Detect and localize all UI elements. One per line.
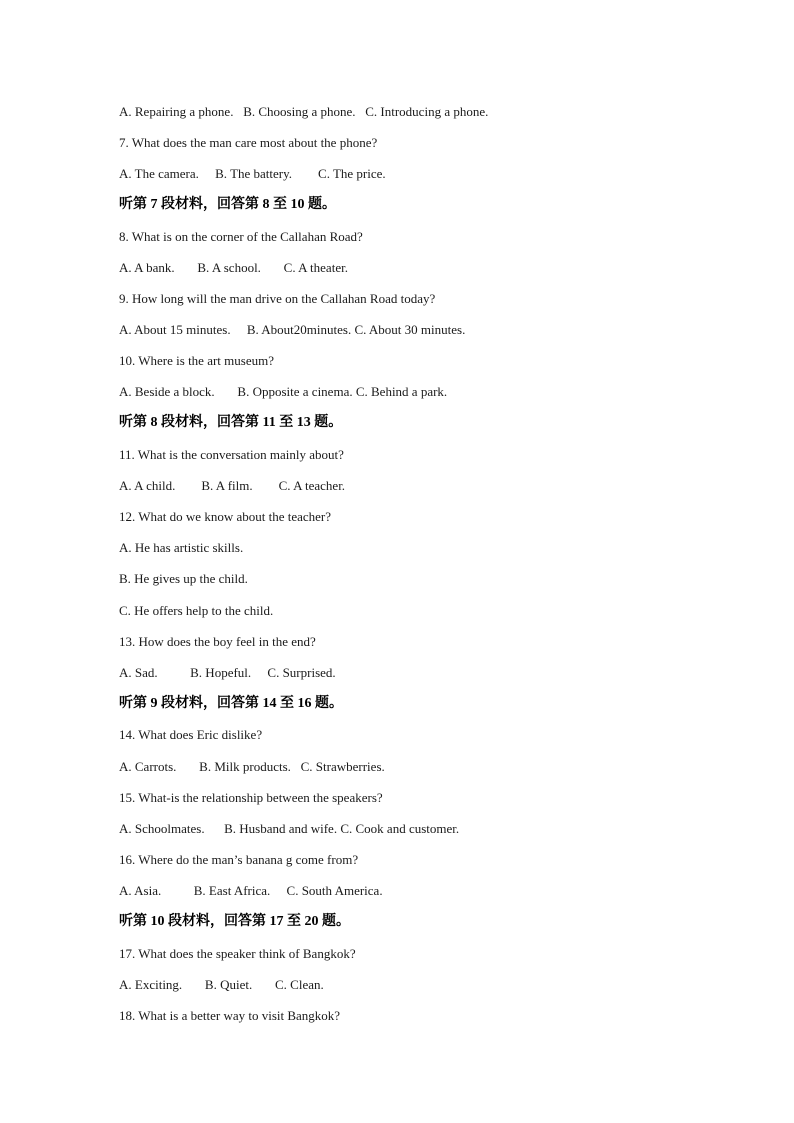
question-11: 11. What is the conversation mainly about? xyxy=(119,447,344,462)
section-heading-7: 听第 7 段材料，回答第 8 至 10 题。 xyxy=(119,197,336,212)
options-q9: A. About 15 minutes. B. About20minutes. C. About 30 minutes. xyxy=(119,322,466,337)
question-17: 17. What does the speaker think of Bangkok? xyxy=(119,946,356,961)
question-15: 15. What-is the relationship between the speakers? xyxy=(119,790,383,805)
section-heading-8: 听第 8 段材料，回答第 11 至 13 题。 xyxy=(119,415,343,430)
section-heading-9: 听第 9 段材料，回答第 14 至 16 题。 xyxy=(119,696,343,711)
options-q6: A. Repairing a phone. B. Choosing a phone. C. Introducing a phone. xyxy=(119,104,489,119)
option-q12-a: A. He has artistic skills. xyxy=(119,540,244,555)
options-q10: A. Beside a block. B. Opposite a cinema. C. Behind a park. xyxy=(119,384,448,399)
options-q11: A. A child. B. A film. C. A teacher. xyxy=(119,478,346,493)
options-q17: A. Exciting. B. Quiet. C. Clean. xyxy=(119,977,324,992)
options-q13: A. Sad. B. Hopeful. C. Surprised. xyxy=(119,665,336,680)
option-q12-c: C. He offers help to the child. xyxy=(119,603,274,618)
question-7: 7. What does the man care most about the phone? xyxy=(119,135,378,150)
question-9: 9. How long will the man drive on the Callahan Road today? xyxy=(119,291,436,306)
question-16: 16. Where do the man’s banana g come from? xyxy=(119,852,359,867)
question-18: 18. What is a better way to visit Bangkok? xyxy=(119,1008,341,1023)
question-13: 13. How does the boy feel in the end? xyxy=(119,634,316,649)
options-q15: A. Schoolmates. B. Husband and wife. C. Cook and customer. xyxy=(119,821,460,836)
options-q7: A. The camera. B. The battery. C. The price. xyxy=(119,166,386,181)
option-q12-b: B. He gives up the child. xyxy=(119,571,248,586)
question-12: 12. What do we know about the teacher? xyxy=(119,509,332,524)
question-14: 14. What does Eric dislike? xyxy=(119,727,263,742)
options-q8: A. A bank. B. A school. C. A theater. xyxy=(119,260,348,275)
question-10: 10. Where is the art museum? xyxy=(119,353,274,368)
question-8: 8. What is on the corner of the Callahan Road? xyxy=(119,229,363,244)
options-q16: A. Asia. B. East Africa. C. South America. xyxy=(119,883,383,898)
section-heading-10: 听第 10 段材料，回答第 17 至 20 题。 xyxy=(119,914,350,929)
options-q14: A. Carrots. B. Milk products. C. Strawberries. xyxy=(119,759,385,774)
